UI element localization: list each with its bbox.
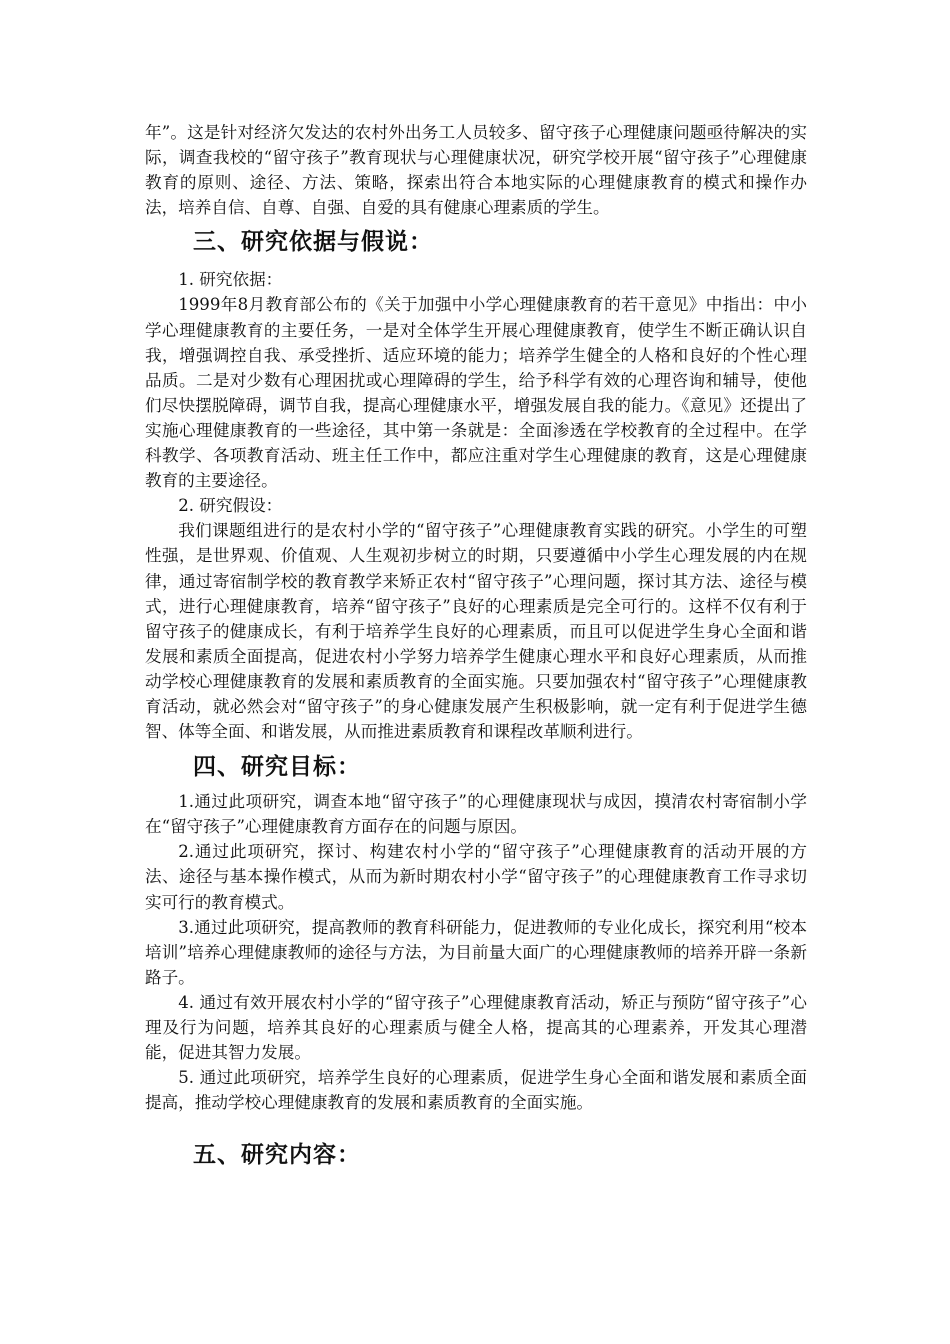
section-3-sub2-text: 我们课题组进行的是农村小学的“留守孩子”心理健康教育实践的研究。小学生的可塑性强，是世界观、价值观、人生观初步树立的时期，只要遵循中小学生心理发展的内在规律，通过寄宿制学校的教育教学来矫正农村“留守孩子”心理问题，探讨其方法、途径与模式，进行心理健康教育，培养“留守孩子”良好的心理素质是完全可行的。这样不仅有利于留守孩子的健康成长，有利于培养学生良好的心理素质，而且可以促进学生身心全面和谐发展和素质全面提高，促进农村小学努力培养学生健康心理水平和良好心理素质，从而推动学校心理健康教育的发展和素质教育的全面实施。只要加强农村“留守孩子”心理健康教育活动，就必然会对“留守孩子”的身心健康发展产生积极影响，就一定有利于促进学生德智、体等全面、和谐发展，从而推进素质教育和课程改革顺利进行。 — [145, 521, 807, 742]
objective-item: 5. 通过此项研究，培养学生良好的心理素质，促进学生身心全面和谐发展和素质全面提高，推动学校心理健康教育的发展和素质教育的全面实施。 — [145, 1068, 807, 1113]
section-3-heading: 三、研究依据与假说： — [193, 229, 433, 256]
document-page — [145, 120, 807, 1177]
section-5-heading: 五、研究内容： — [193, 1142, 361, 1169]
objective-item: 2.通过此项研究，探讨、构建农村小学的“留守孩子”心理健康教育的活动开展的方法、途径与基本操作模式，从而为新时期农村小学“留守孩子”的心理健康教育工作寻求切实可行的教育模式。 — [145, 842, 807, 912]
section-3-sub2-label: 2. 研究假设： — [178, 496, 283, 516]
section-3-sub1-text: 1999年8月教育部公布的《关于加强中小学心理健康教育的若干意见》中指出：中小学心理健康教育的主要任务，一是对全体学生开展心理健康教育，使学生不断正确认识自我，增强调控自我、承受挫折、适应环境的能力；培养学生健全的人格和良好的个性心理品质。二是对少数有心理困扰或心理障碍的学生，给予科学有效的心理咨询和辅导，使他们尽快摆脱障碍，调节自我，提高心理健康水平，增强发展自我的能力。《意见》还提出了实施心理健康教育的一些途径，其中第一条就是：全面渗透在学校教育的全过程中。在学科教学、各项教育活动、班主任工作中，都应注重对学生心理健康的教育，这是心理健康教育的主要途径。 — [145, 295, 807, 491]
objective-item: 4. 通过有效开展农村小学的“留守孩子”心理健康教育活动，矫正与预防“留守孩子”心理及行为问题，培养其良好的心理素质与健全人格，提高其的心理素养，开发其心理潜能，促进其智力发展。 — [145, 992, 807, 1063]
intro-paragraph: 年”。这是针对经济欠发达的农村外出务工人员较多、留守孩子心理健康问题亟待解决的实际，调查我校的“留守孩子”教育现状与心理健康状况，研究学校开展“留守孩子”心理健康教育的原则、途径、方法、策略，探索出符合本地实际的心理健康教育的模式和操作办法，培养自信、自尊、自强、自爱的具有健康心理素质的学生。 — [145, 123, 807, 218]
objective-item: 1.通过此项研究，调查本地“留守孩子”的心理健康现状与成因，摸清农村寄宿制小学在“留守孩子”心理健康教育方面存在的问题与原因。 — [145, 792, 807, 837]
section-3-sub1-label: 1. 研究依据： — [178, 270, 283, 290]
section-4-heading: 四、研究目标： — [193, 754, 361, 781]
objective-item: 3.通过此项研究，提高教师的教育科研能力，促进教师的专业化成长，探究利用“校本培训”培养心理健康教师的途径与方法，为目前量大面广的心理健康教师的培养开辟一条新路子。 — [145, 917, 807, 987]
